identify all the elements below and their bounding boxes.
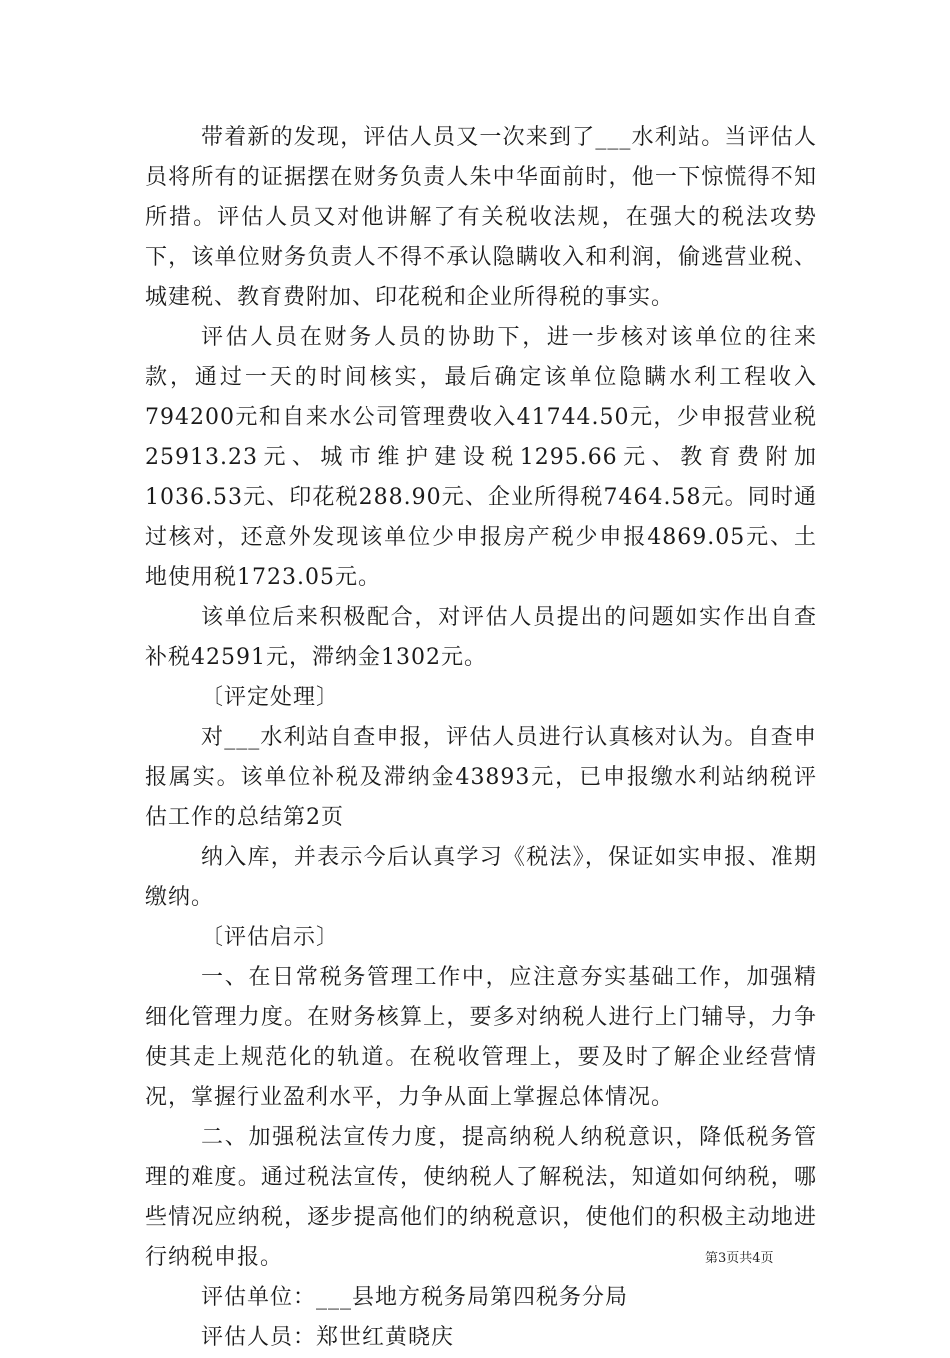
paragraph-discovery: 带着新的发现，评估人员又一次来到了___水利站。当评估人员将所有的证据摆在财务负责人朱中华面前时，他一下惊慌得不知所措。评估人员又对他讲解了有关税收法规，在强大的税法攻势下，该单位财务负责人不得不承认隐瞒收入和利润，偷逃营业税、城建税、教育费附加、印花税和企业所得税的事实。 [145, 125, 817, 310]
heading-assessment-handling: 〔评定处理〕 [201, 685, 340, 710]
page-number: 第3页共4页 [705, 1251, 774, 1266]
paragraph-self-check: 该单位后来积极配合，对评估人员提出的问题如实作出自查补税42591元，滞纳金1302元。 [145, 605, 817, 670]
paragraph-verification: 评估人员在财务人员的协助下，进一步核对该单位的往来款，通过一天的时间核实，最后确定该单位隐瞒水利工程收入794200元和自来水公司管理费收入41744.50元，少申报营业税25913.23元、城市维护建设税1295.66元、教育费附加1036.53元、印花税288.90元、企业所得税7464.58元。同时通过核对，还意外发现该单位少申报房产税少申报4869.05元、土地使用税1723.05元。 [145, 325, 817, 590]
paragraph-insight-one: 一、在日常税务管理工作中，应注意夯实基础工作，加强精细化管理力度。在财务核算上，要多对纳税人进行上门辅导，力争使其走上规范化的轨道。在税收管理上，要及时了解企业经营情况，掌握行业盈利水平，力争从面上掌握总体情况。 [145, 965, 817, 1110]
paragraph-insight-two: 二、加强税法宣传力度，提高纳税人纳税意识，降低税务管理的难度。通过税法宣传，使纳税人了解税法，知道如何纳税，哪些情况应纳税，逐步提高他们的纳税意识，使他们的积极主动地进行纳税申报。 [145, 1125, 817, 1270]
assessment-staff: 评估人员：郑世红黄晓庆 [201, 1325, 455, 1350]
paragraph-handling: 对___水利站自查申报，评估人员进行认真核对认为。自查申报属实。该单位补税及滞纳金43893元，已申报缴水利站纳税评估工作的总结第2页 [145, 725, 817, 830]
paragraph-handling-continued: 纳入库，并表示今后认真学习《税法》，保证如实申报、准期缴纳。 [145, 845, 817, 910]
heading-assessment-insights: 〔评估启示〕 [201, 925, 340, 950]
document-body [145, 118, 817, 1358]
assessment-unit: 评估单位：___县地方税务局第四税务分局 [201, 1285, 629, 1310]
